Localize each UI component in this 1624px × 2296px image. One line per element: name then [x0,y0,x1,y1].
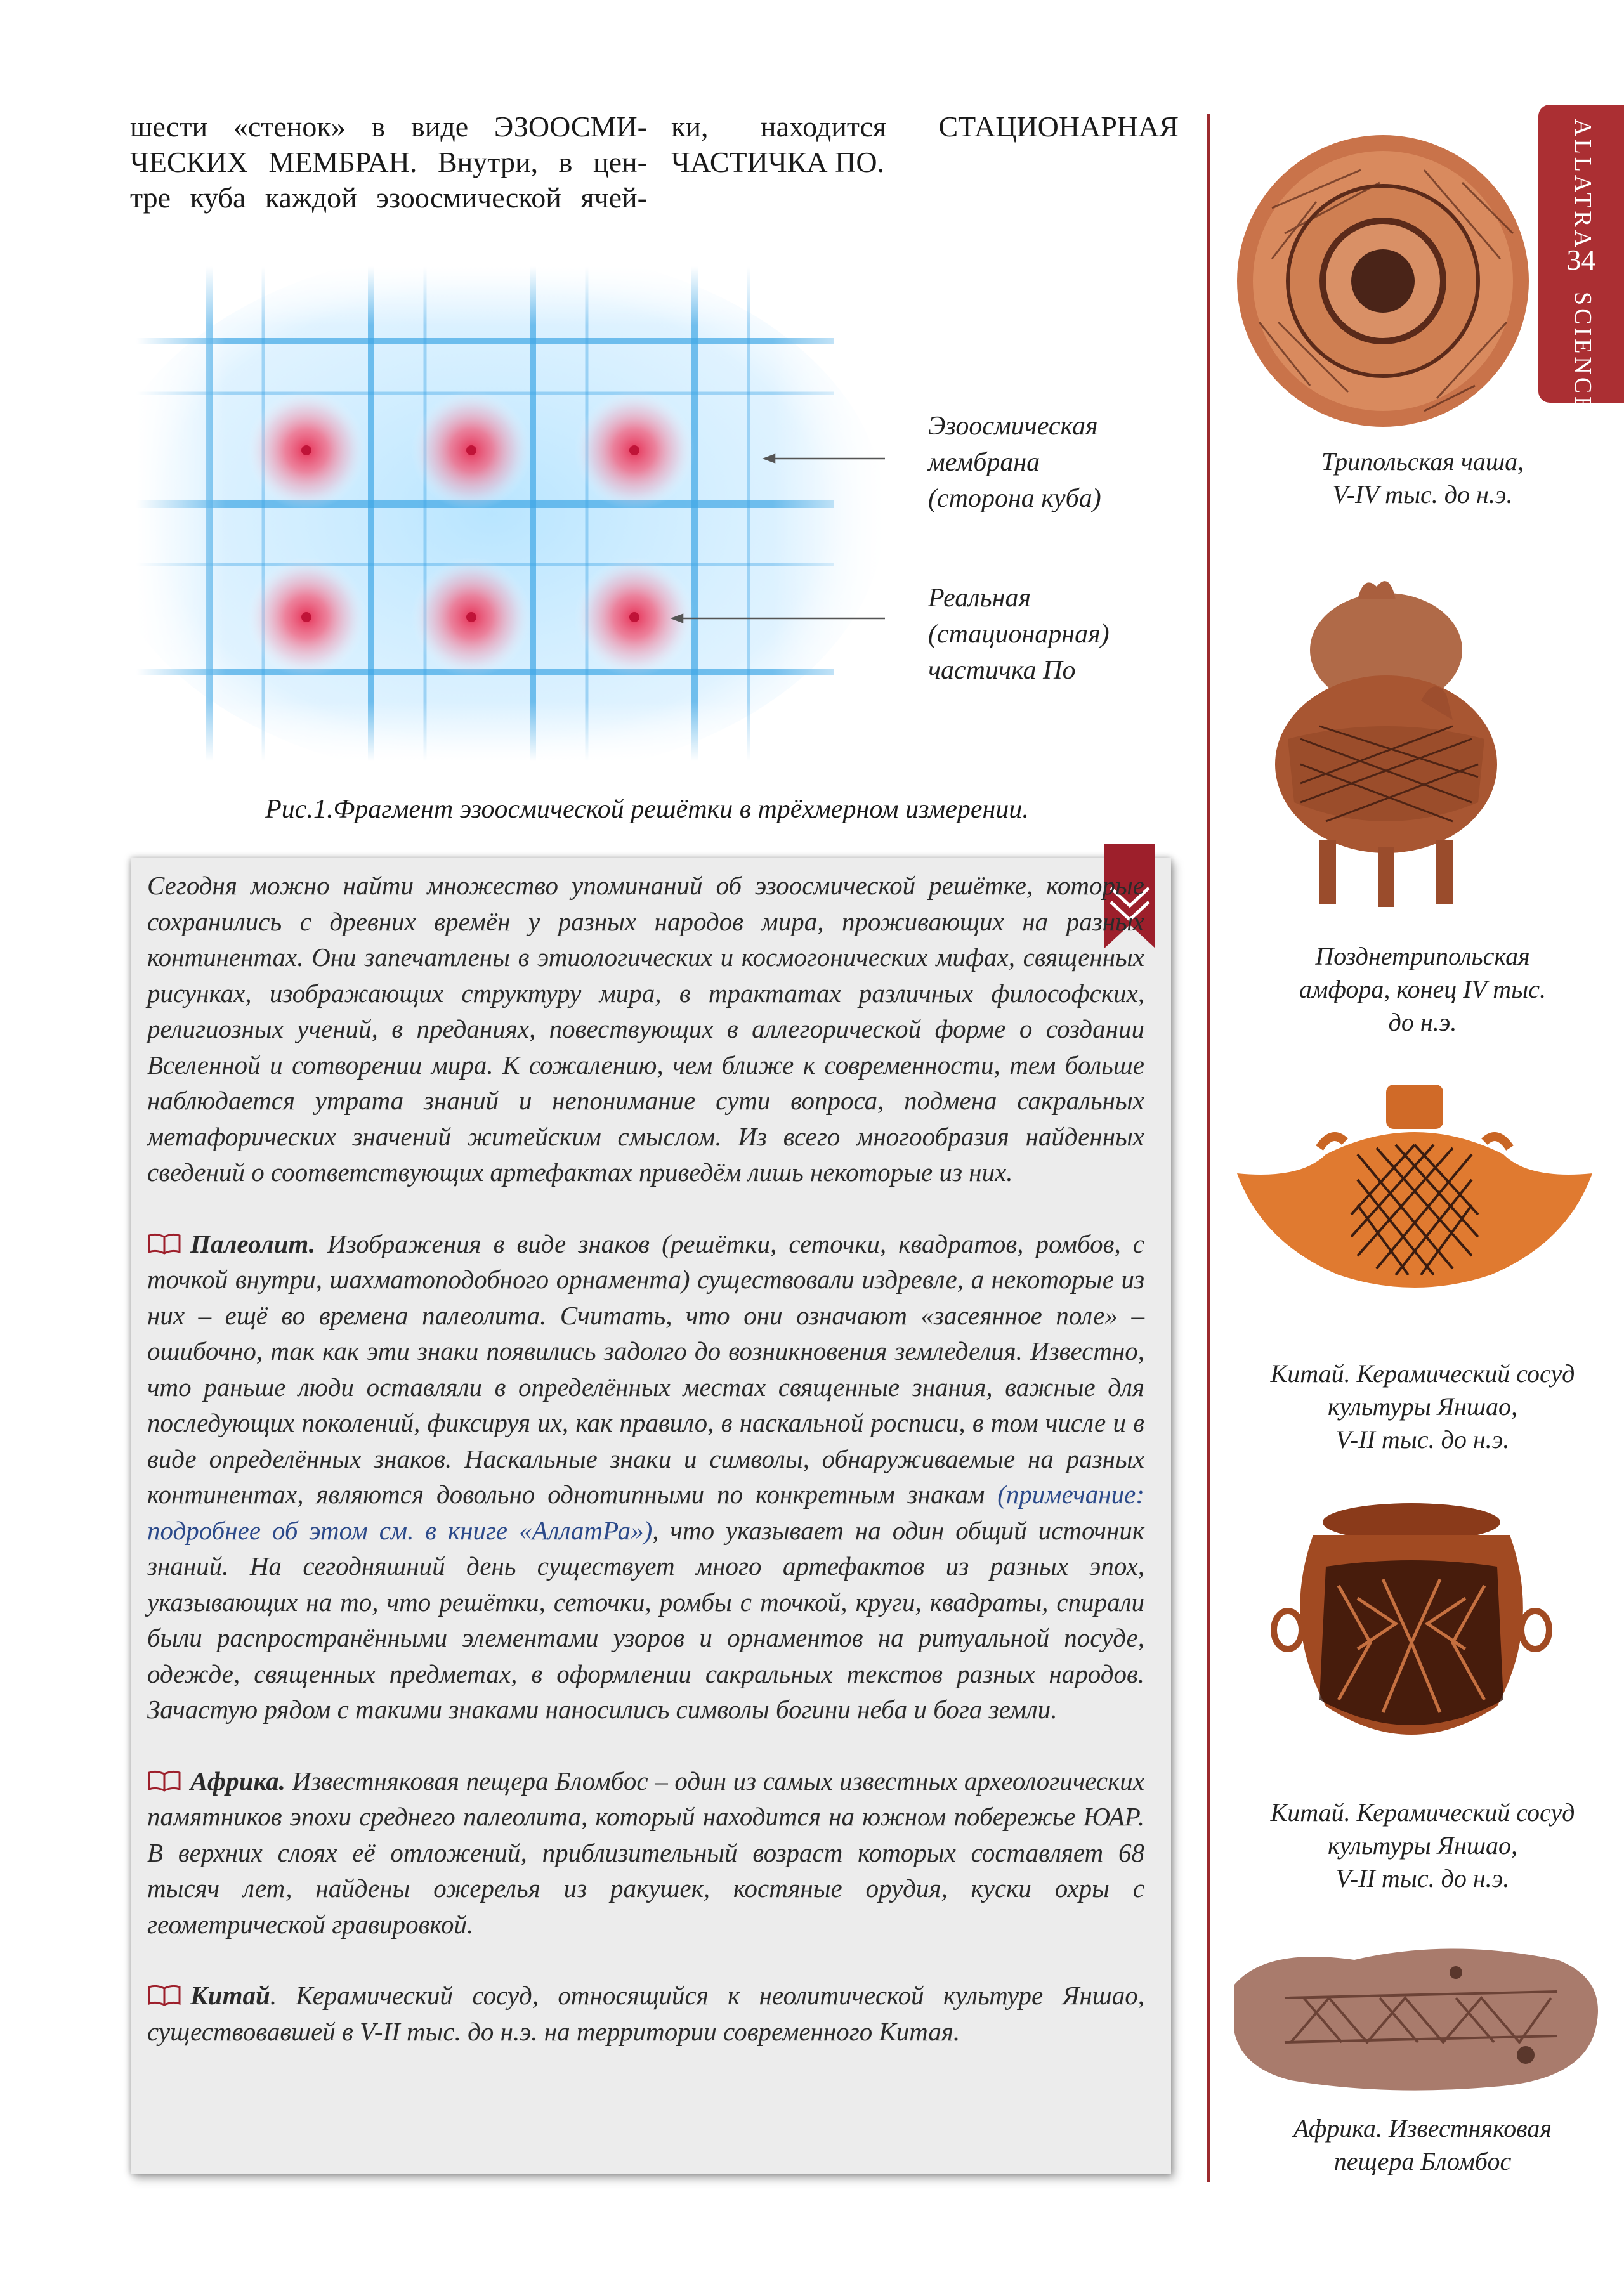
caption-line: Позднетрипольская [1315,942,1530,970]
caption-line: культуры Яншао, [1327,1831,1518,1860]
open-book-icon [147,1770,181,1792]
info-box-text [147,868,1144,2049]
text-line: тре куба каждой эзоосмической ячей- [130,181,647,214]
caption-line: Китай. Керамический сосуд [1270,1359,1575,1388]
open-book-icon [147,1233,181,1255]
caption-line: культуры Яншао, [1327,1392,1518,1421]
aallatra-book-link[interactable]: (примечание: подробнее об этом см. в книге «АллатРа») [147,1480,1144,1545]
caption-line: V-II тыс. до н.э. [1335,1864,1510,1893]
label-line: (стационарная) [928,620,1110,649]
ezoosmic-lattice-illustration [136,266,885,761]
africa-text: Известняковая пещера Бломбос – один из самых известных археологических памятников эпохи среднего палеолита, который находится на южном побережье ЮАР. В верхних слоях её отложений, приблизительный возраст которых составляет 68 тысяч лет, найдены ожерелья из ракушек, костяные орудия, куски охры с геометрической гравировкой. [147,1766,1144,1939]
paleolith-paragraph [147,1226,1144,1728]
caption-line: амфора, конец IV тыс. [1299,975,1546,1003]
caption-trypillia-bowl [1221,445,1624,511]
africa-paragraph [147,1763,1144,1943]
intro-text-column-1 [130,109,647,216]
page-number: 34 [1566,244,1596,276]
yangshao-vessel-2-image [1269,1497,1554,1763]
caption-line: Трипольская чаша, [1321,447,1524,476]
column-divider [1207,114,1210,2182]
caption-line: V-II тыс. до н.э. [1335,1425,1510,1454]
blombos-ochre-image [1228,1934,1608,2099]
caption-yangshao-1 [1221,1357,1624,1456]
yangshao-vessel-1-image [1224,1085,1605,1300]
label-line: мембрана [928,448,1040,477]
text-line: ЧЕСКИХ МЕМБРАН. Внутри, в цен- [130,146,647,178]
open-book-icon [147,1985,181,2006]
caption-amphora [1221,940,1624,1039]
particle-label [928,580,1110,689]
china-text: . Керамический сосуд, относящийся к неолитической культуре Яншао, существовавшей в V-II тыс. до н.э. на территории современного Китая. [147,1981,1144,2046]
trypillia-bowl-image [1234,132,1532,430]
paleolith-text-continued: , что указывает на один общий источник знаний. На сегодняшний день существует много артефактов из разных эпох, указывающих на то, что решётки, сеточки, ромбы с точкой, круги, квадраты, спирали были распространёнными элементами узоров и орнаментов на ритуальной посуде, одежде, священных предметах, в оформлении сакральных текстов разных народов. Зачастую рядом с такими знаками наносились символы богини неба и бога земли. [147,1515,1144,1724]
caption-blombos [1221,2112,1624,2178]
text-line: ЧАСТИЧКА ПО. [671,146,885,178]
membrane-label [928,408,1101,517]
brand-left: ALLATRA [1569,119,1596,251]
caption-line: V-IV тыс. до н.э. [1332,480,1513,509]
intro-paragraph: Сегодня можно найти множество упоминаний об эзоосмической решётке, которые сохранились с древних времён у разных народов мира, проживающих на разных континентах. Они запечатлены в этиологических и космогонических мифах, священных рисунках, изображающих структуру мира, в трактатах различных философских, религиозных учений, в преданиях, повествующих в аллегорической форме о создании Вселенной и сотворении мира. К сожалению, чем ближе к современности, тем больше наблюдается утрата знаний и непонимание сути вопроса, подмена сакральных метафорических значений житейским смыслом. Из всего многообразия найденных сведений о соответствующих артефактах приведём лишь некоторые из них. [147,871,1144,1187]
label-line: частичка По [928,656,1076,685]
text-line: шести «стенок» в виде ЭЗООСМИ- [130,110,647,143]
amphora-image [1262,574,1510,910]
china-heading: Китай [190,1981,270,2010]
caption-line: пещера Бломбос [1333,2147,1512,2175]
paleolith-heading: Палеолит. [190,1229,316,1258]
africa-heading: Африка. [190,1766,285,1796]
china-paragraph [147,1978,1144,2049]
label-line: (сторона куба) [928,484,1101,513]
intro-text-column-2 [671,109,1179,180]
label-line: Эзоосмическая [928,412,1098,441]
caption-line: Китай. Керамический сосуд [1270,1798,1575,1827]
caption-line: Африка. Известняковая [1293,2114,1552,2143]
caption-yangshao-2 [1221,1796,1624,1895]
text-line: ки, находится СТАЦИОНАРНАЯ [671,110,1179,143]
paleolith-text: Изображения в виде знаков (решётки, сеточки, квадратов, ромбов, с точкой внутри, шахматоподобного орнамента) существовали издревле, а некоторые из них – ещё во времена палеолита. Считать, что они означают «засеянное поле» – ошибочно, так как эти знаки появились задолго до возникновения земледелия. Известно, что раньше люди оставляли в определённых местах священные знания, важные для последующих поколений, фиксируя их, как правило, в наскальной росписи, в том числе и в виде определённых знаков. Наскальные знаки и символы, обнаруживаемые на разных континентах, являются довольно однотипными по конкретным знакам [147,1229,1144,1509]
caption-line: до н.э. [1388,1008,1457,1036]
figure-caption: Рис.1.Фрагмент эзоосмической решётки в трёхмерном измерении. [265,795,1029,824]
side-tab [1538,105,1624,415]
brand-right: SCIENCE [1569,292,1596,415]
label-line: Реальная [928,584,1031,613]
